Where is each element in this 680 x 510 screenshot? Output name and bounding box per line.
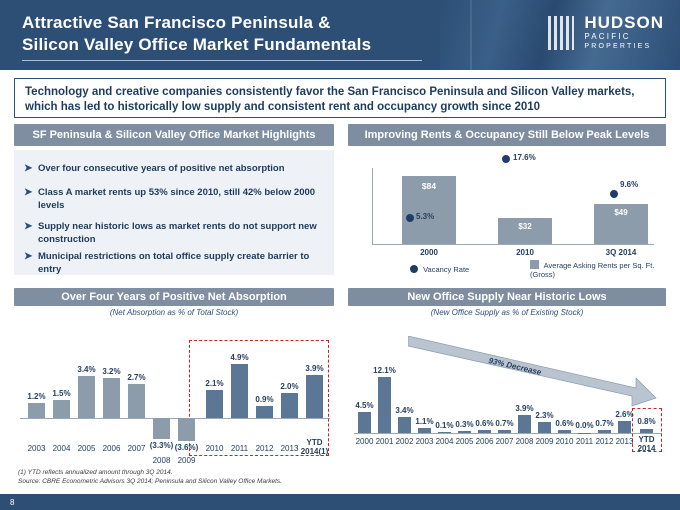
logo-line3: PROPERTIES [584,43,652,50]
highlight-bullet-4: ➤ Municipal restrictions on total office supply create barrier to entry [24,251,310,275]
value-2007: 0.7% [495,419,514,428]
xlabel-2009: 2009 [177,456,196,465]
decrease-annotation: 93% Decrease [487,356,543,377]
bar-2009 [538,422,551,433]
net-absorption-chart [14,320,334,465]
value-2008: (3.3%) [149,441,174,450]
xlabel-2011: 2011 [230,444,249,453]
value-2006: 0.6% [475,419,494,428]
bar-2005 [458,431,471,433]
vacancy-label-3q2014: 9.6% [620,180,639,189]
xlabel-2000: 2000 [355,437,374,446]
xlabel-2002: 2002 [395,437,414,446]
value-2012: 0.9% [255,395,274,404]
xlabel-2009: 2009 [535,437,554,446]
xlabel-2012: 2012 [255,444,274,453]
value-2008: 3.9% [515,404,534,413]
xlabel-2011: 2011 [575,437,594,446]
xlabel-2010: 2010 [555,437,574,446]
bar-2003 [418,428,431,433]
value-2011: 0.0% [575,421,594,430]
bar-2004 [53,400,70,418]
xlabel-2012: 2012 [595,437,614,446]
value-2009: (3.6%) [174,443,199,452]
xlabel-3q2014: 3Q 2014 [605,248,637,257]
bar-2011 [578,433,591,434]
value-ytd2014: 0.8% [637,417,656,426]
xlabel-2006: 2006 [475,437,494,446]
bar-2007 [498,430,511,433]
bar-2005 [78,376,95,418]
legend-swatch-icon [530,260,539,269]
bar-2004 [438,432,451,433]
value-2005: 3.4% [77,365,96,374]
bar-2006 [103,378,120,418]
xlabel-2005: 2005 [77,444,96,453]
xlabel-2013: 2013 [615,437,634,446]
highlights-panel [14,150,334,275]
value-ytd2014: 3.9% [305,364,324,373]
bar-ytd2014 [306,375,323,418]
bar-2008 [518,415,531,433]
vacancy-label-2010: 17.6% [513,153,536,162]
bar-2002 [398,417,411,433]
vacancy-label-2000: 5.3% [416,212,435,221]
title-divider [22,60,422,61]
logo-line2: PACIFIC [584,32,631,41]
xlabel-2008: 2008 [152,456,171,465]
page-title [22,12,371,56]
value-2003: 1.2% [27,392,46,401]
xlabel-2005: 2005 [455,437,474,446]
bar-2010 [206,390,223,418]
xlabel-2007: 2007 [495,437,514,446]
x-axis [372,244,654,245]
highlight-bullet-2: ➤ Class A market rents up 53% since 2010, still 42% below 2000 levels [24,187,316,211]
bar-2009 [178,418,195,441]
value-2004: 0.1% [435,421,454,430]
supply-chart-subtitle: (New Office Supply as % of Existing Stock) [430,308,584,317]
bar-ytd2014 [640,429,653,433]
xlabel-2010: 2010 [516,248,534,257]
absorption-chart-header: Over Four Years of Positive Net Absorption [14,288,334,306]
value-2002: 3.4% [395,406,414,415]
value-2013: 2.0% [280,382,299,391]
value-2004: 1.5% [52,389,71,398]
bar-label-rent-3q2014: $49 [614,208,628,217]
highlights-panel-header: SF Peninsula & Silicon Valley Office Market Highlights [14,124,334,146]
page-number: 8 [0,494,680,510]
bar-label-rent-2000: $84 [421,181,437,191]
xlabel-2003: 2003 [27,444,46,453]
bullet-arrow-icon: ➤ [24,221,33,232]
xlabel-2003: 2003 [415,437,434,446]
x-axis [354,433,662,434]
xlabel-2013: 2013 [280,444,299,453]
xlabel-2006: 2006 [102,444,121,453]
xlabel-2007: 2007 [127,444,146,453]
value-2003: 1.1% [415,417,434,426]
bar-2008 [153,418,170,439]
supply-chart-header: New Office Supply Near Historic Lows [348,288,666,306]
highlight-bullet-3: ➤ Supply near historic lows as market rents do not support new construction [24,221,317,245]
xlabel-2001: 2001 [375,437,394,446]
page-title-line1: Attractive San Francisco Peninsula & [22,13,331,32]
y-axis [372,168,373,245]
bar-2001 [378,377,391,433]
vacancy-dot-2000 [406,214,414,222]
value-2001: 12.1% [373,366,396,375]
value-2000: 4.5% [355,401,374,410]
bar-2012 [598,430,611,433]
legend-vacancy: Vacancy Rate [410,264,469,274]
bullet-arrow-icon: ➤ [24,187,33,198]
value-2010: 0.6% [555,419,574,428]
footnote-1: (1) YTD reflects annualized amount through 3Q 2014. [18,469,173,476]
xlabel-2000: 2000 [420,248,438,257]
legend-rents: Average Asking Rents per Sq. Ft. (Gross) [530,261,655,279]
value-2010: 2.1% [205,379,224,388]
bullet-arrow-icon: ➤ [24,251,33,262]
value-2007: 2.7% [127,373,146,382]
vacancy-dot-2010 [502,155,510,163]
value-2012: 0.7% [595,419,614,428]
bar-label-rent-2010: $32 [518,222,532,231]
xlabel-2004: 2004 [52,444,71,453]
xlabel-ytd2014: YTD 2014(1) [300,438,329,456]
value-2011: 4.9% [230,353,249,362]
rents-occupancy-chart [348,150,666,279]
footnote-2: Source: CBRE Econometric Advisors 3Q 2014; Peninsula and Silicon Valley Office Markets. [18,478,282,485]
xlabel-2008: 2008 [515,437,534,446]
value-2009: 2.3% [535,411,554,420]
company-logo [584,14,664,51]
highlight-bullet-1: ➤ Over four consecutive years of positive net absorption [24,163,285,174]
value-2005: 0.3% [455,420,474,429]
slide-header [0,0,680,70]
bar-2011 [231,364,248,418]
rents-chart-header: Improving Rents & Occupancy Still Below Peak Levels [348,124,666,146]
logo-line1: HUDSON [584,13,664,32]
legend-dot-icon [410,265,418,273]
value-2013: 2.6% [615,410,634,419]
xlabel-ytd2014: YTD 2014 [637,435,656,453]
bar-2006 [478,430,491,433]
logo-mark-icon [548,16,574,50]
page-title-line2: Silicon Valley Office Market Fundamentals [22,35,372,54]
bar-2010 [558,430,571,433]
bar-2013 [618,421,631,433]
intro-statement: Technology and creative companies consistently favor the San Francisco Peninsula and Silicon Valley markets, which has led to historically low supply and consistent rent and occupancy growth since 2010 [14,78,666,118]
bar-2013 [281,393,298,418]
bullet-arrow-icon: ➤ [24,163,33,174]
bar-2003 [28,403,45,418]
bar-2000 [358,412,371,433]
value-2006: 3.2% [102,367,121,376]
xlabel-2004: 2004 [435,437,454,446]
xlabel-2010: 2010 [205,444,224,453]
absorption-chart-subtitle: (Net Absorption as % of Total Stock) [109,308,239,317]
bar-2012 [256,406,273,418]
bar-2007 [128,384,145,418]
new-supply-chart [348,320,666,460]
vacancy-dot-3q2014 [610,190,618,198]
